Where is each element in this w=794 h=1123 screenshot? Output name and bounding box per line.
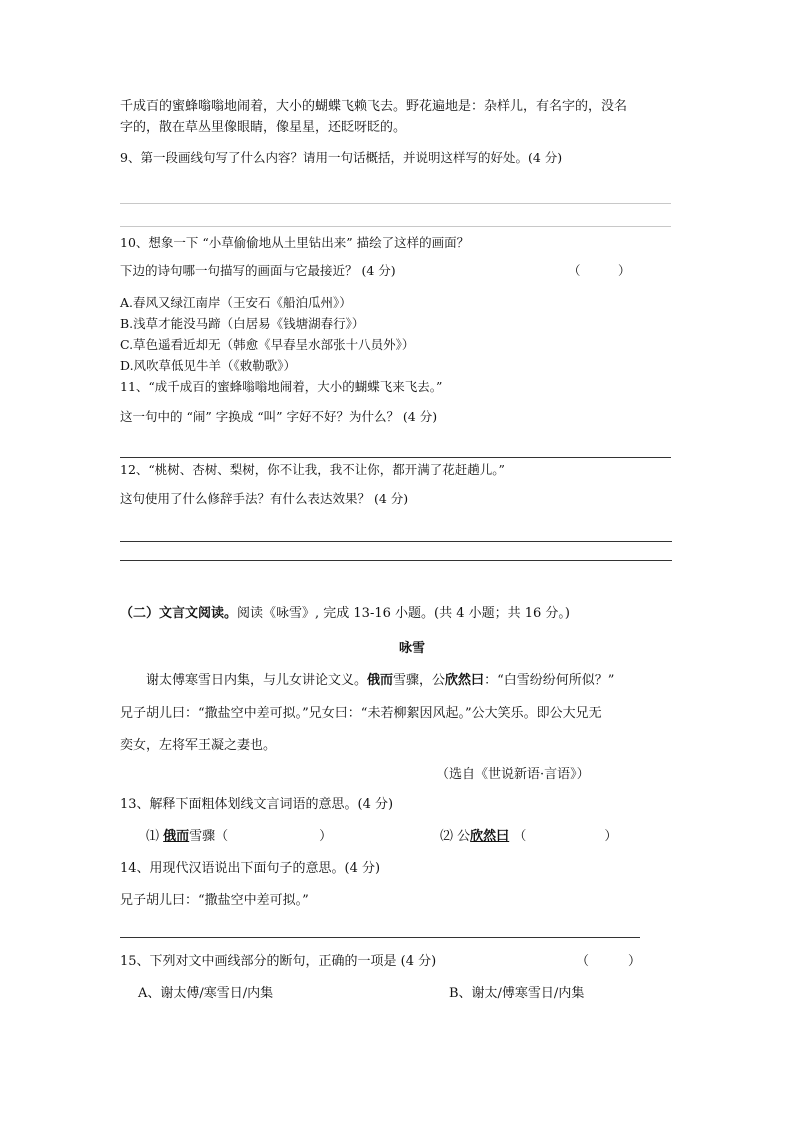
classical-text-part: 雪骤，公 [393, 673, 446, 688]
item-blank: （ ） [513, 829, 618, 844]
option-a: A.春风又绿江南岸（王安石《船泊瓜州》） [120, 295, 352, 310]
classical-text-part: 谢太傅寒雪日内集，与儿女讲论文义。 [146, 673, 368, 688]
item-prefix: 公 [457, 829, 471, 844]
question-15-option-a: A、谢太傅/寒雪日/内集 [138, 986, 274, 1001]
bold-word-xinranyue: 欣然曰 [445, 673, 485, 688]
section-2-title: （二）文言文阅读。 [120, 606, 238, 621]
underlined-word-xinranyue: 欣然曰 [470, 829, 510, 844]
answer-line-q9-1 [120, 203, 671, 204]
item-number: ⑵ [440, 829, 454, 844]
question-10-answer-paren: （ ） [568, 263, 631, 278]
question-13: 13、解释下面粗体划线文言词语的意思。(4 分) [120, 797, 394, 812]
item-number: ⑴ [146, 829, 160, 844]
question-11-line-2: 这一句中的 “闹” 字换成 “叫” 字好不好？为什么？ (4 分) [120, 409, 438, 424]
question-14: 14、用现代汉语说出下面句子的意思。(4 分) [120, 861, 381, 876]
option-b: B.浅草才能没马蹄（白居易《钱塘湖春行》） [120, 316, 365, 331]
question-15: 15、下列对文中画线部分的断句，正确的一项是 (4 分) [120, 954, 437, 969]
question-15-answer-paren: （ ） [576, 954, 642, 969]
question-10-line-2: 下边的诗句哪一句描写的画面与它最接近？ (4 分) [120, 263, 396, 278]
question-10-line-1: 10、想象一下 “小草偷偷地从土里钻出来” 描绘了这样的画面？ [120, 235, 470, 250]
question-11-line-1: 11、“成千成百的蜜蜂嗡嗡地闹着，大小的蝴蝶飞来飞去。” [120, 379, 443, 394]
item-blank: 雪骤（ ） [189, 829, 333, 844]
passage-line-1: 千成百的蜜蜂嗡嗡地闹着，大小的蝴蝶飞赖飞去。野花遍地是：杂样儿，有名字的，没名 [120, 99, 628, 114]
answer-line-q11 [120, 457, 671, 458]
question-13-item-2 [440, 829, 617, 845]
question-14-sentence: 兄子胡儿曰：“撒盐空中差可拟。” [120, 893, 309, 908]
answer-line-q12-2 [120, 560, 672, 561]
question-12-line-2: 这句使用了什么修辞手法？有什么表达效果？ (4 分) [120, 491, 409, 506]
source-citation: （选自《世说新语·言语》） [436, 767, 590, 782]
classical-text-line-2: 兄子胡儿曰：“撒盐空中差可拟。”兄女曰：“未若柳絮因风起。”公大笑乐。即公大兄无 [120, 706, 602, 721]
classical-text-part: ：“白雪纷纷何所似？” [484, 673, 615, 688]
section-2-instruction: 阅读《咏雪》, 完成 13-16 小题。(共 4 小题；共 16 分。) [237, 606, 571, 621]
question-9: 9、第一段画线句写了什么内容？请用一句话概括，并说明这样写的好处。(4 分) [120, 150, 563, 165]
answer-line-q12-1 [120, 541, 672, 542]
section-2-heading [120, 606, 570, 622]
poem-title: 咏雪 [399, 641, 426, 656]
underlined-word-eer: 俄而 [163, 829, 190, 844]
answer-line-q9-2 [120, 226, 671, 227]
option-d: D.风吹草低见牛羊（《敕勒歌》） [120, 358, 297, 373]
classical-text-line-3: 奕女，左将军王凝之妻也。 [120, 738, 277, 753]
answer-line-q14 [120, 937, 640, 938]
question-13-item-1 [146, 829, 332, 845]
bold-word-eer: 俄而 [367, 673, 394, 688]
option-c: C.草色遥看近却无（韩愈《早春呈水部张十八员外》） [120, 337, 415, 352]
question-15-option-b: B、谢太/傅寒雪日/内集 [449, 986, 585, 1001]
passage-line-2: 字的，散在草丛里像眼睛，像星星，还眨呀眨的。 [120, 120, 407, 135]
classical-text-line-1 [146, 673, 614, 689]
question-12-line-1: 12、“桃树、杏树、梨树，你不让我，我不让你，都开满了花赶趟儿。” [120, 462, 505, 477]
